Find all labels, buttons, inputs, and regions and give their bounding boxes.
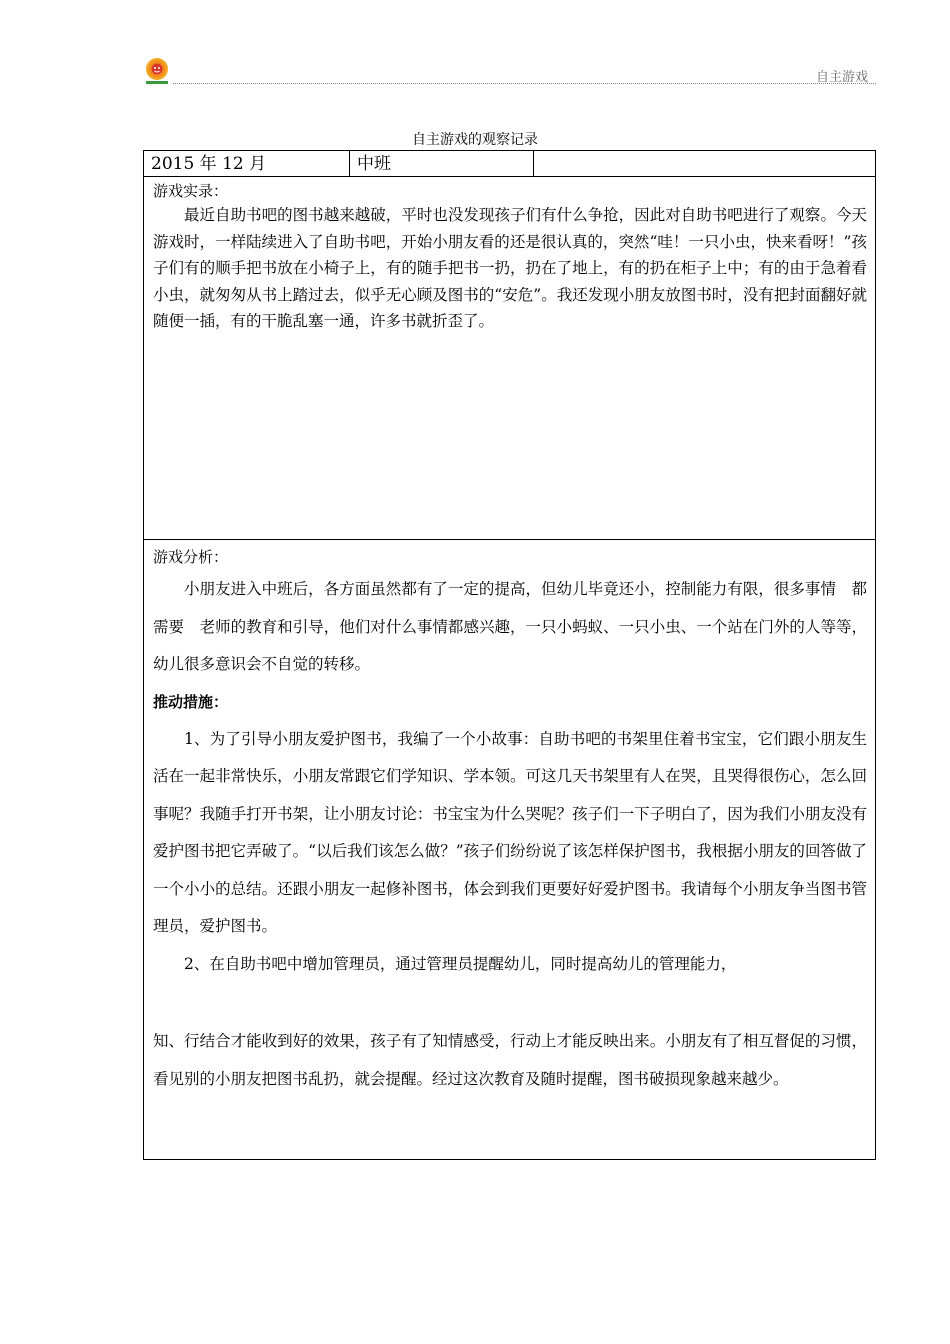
analysis-label: 游戏分析： <box>153 548 229 566</box>
empty-cell <box>534 151 875 177</box>
analysis-section <box>144 540 875 1098</box>
header-divider <box>173 83 876 84</box>
measures-paragraph-1: 1、为了引导小朋友爱护图书，我编了一个小故事：自助书吧的书架里住着书宝宝，它们跟小朋友生活在一起非常快乐，小朋友常跟它们学知识、学本领。可这几天书架里有人在哭，且哭得很伤心，怎么回事呢？我随手打开书架，让小朋友讨论：书宝宝为什么哭呢？孩子们一下子明白了，因为我们小朋友没有爱护图书把它弄破了。“以后我们该怎么做？”孩子们纷纷说了该怎样保护图书，我根据小朋友的回答做了一个小小的总结。还跟小朋友一起修补图书，体会到我们更要好好爱护图书。我请每个小朋友争当图书管理员，爱护图书。 <box>153 729 867 935</box>
header-label: 自主游戏 <box>815 70 868 85</box>
document-title: 自主游戏的观察记录 <box>412 132 538 148</box>
date-cell: 2015 年 12 月 <box>144 151 350 177</box>
spacer <box>144 983 875 1023</box>
measures-label: 推动措施： <box>153 692 229 711</box>
record-section <box>144 177 875 540</box>
measures-paragraph-2: 2、在自助书吧中增加管理员，通过管理员提醒幼儿，同时提高幼儿的管理能力， <box>184 954 737 973</box>
analysis-text: 小朋友进入中班后，各方面虽然都有了一定的提高，但幼儿毕竟还小，控制能力有限，很多事情 都需要 老师的教育和引导，他们对什么事情都感兴趣，一只小蚂蚁、一只小虫、一个站在门外的人等等，幼儿很多意识会不自觉的转移。 <box>153 580 867 673</box>
measures-paragraph-3: 知、行结合才能收到好的效果，孩子有了知情感受，行动上才能反映出来。小朋友有了相互督促的习惯，看见别的小朋友把图书乱扔，就会提醒。经过这次教育及随时提醒，图书破损现象越来越少。 <box>153 1032 867 1088</box>
class-cell: 中班 <box>350 151 534 177</box>
record-text: 最近自助书吧的图书越来越破，平时也没发现孩子们有什么争抢，因此对自助书吧进行了观察。今天游戏时，一样陆续进入了自助书吧，开始小朋友看的还是很认真的，突然“哇！一只小虫，快来看呀！”孩子们有的顺手把书放在小椅子上，有的随手把书一扔，扔在了地上，有的扔在柜子上中；有的由于急着看小虫，就匆匆从书上踏过去，似乎无心顾及图书的“安危”。我还发现小朋友放图书时，没有把封面翻好就随便一插，有的干脆乱塞一通，许多书就折歪了。 <box>153 206 867 330</box>
sunflower-logo-icon <box>143 56 171 86</box>
record-label: 游戏实录： <box>153 182 229 200</box>
page-header <box>143 56 876 86</box>
observation-table <box>143 150 876 1160</box>
table-header-row <box>144 151 875 177</box>
